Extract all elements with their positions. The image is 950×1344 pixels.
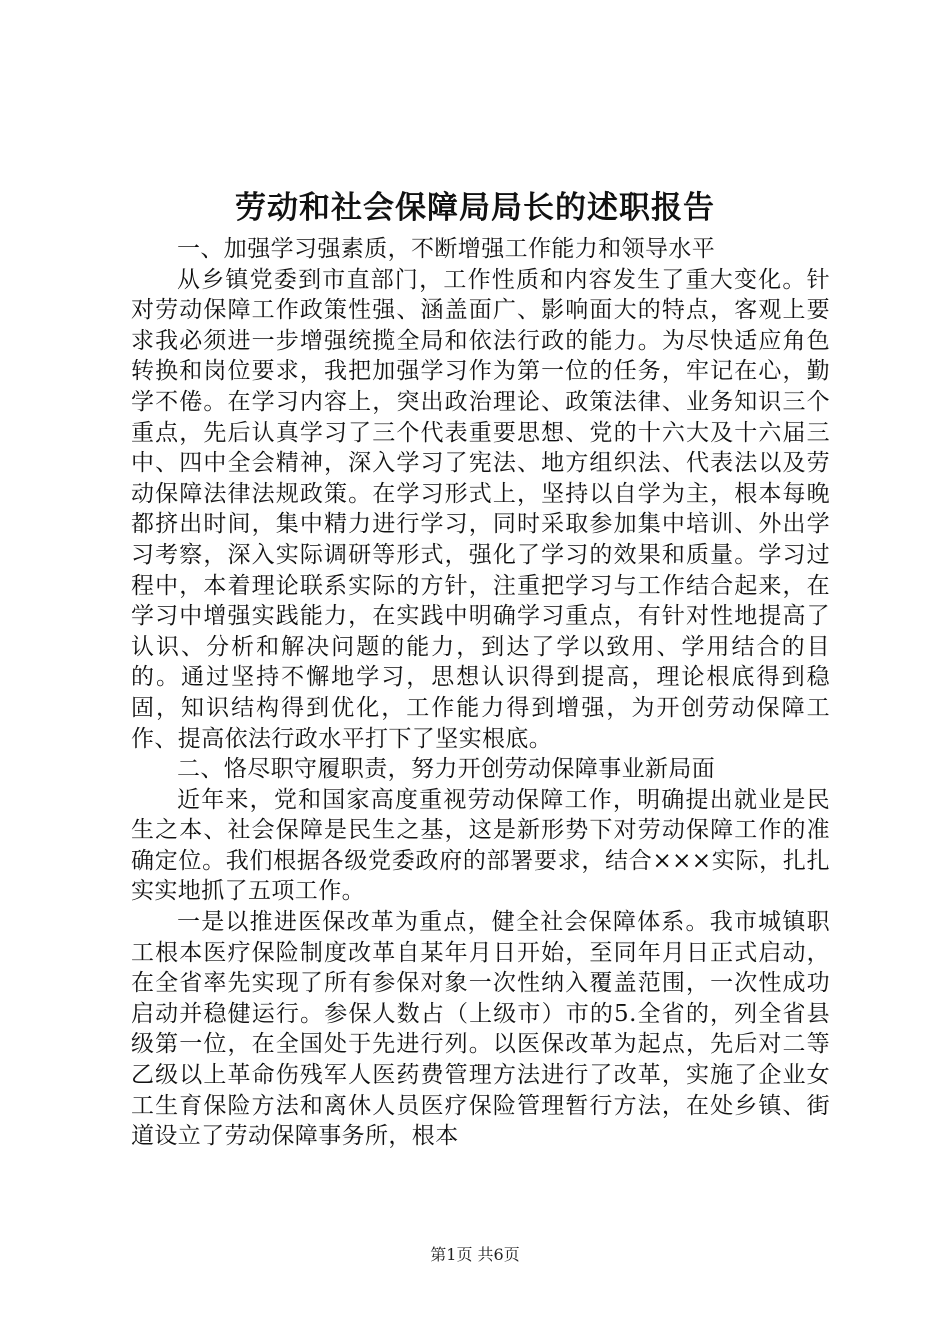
document-body (131, 234, 830, 1152)
section-heading-2: 二、恪尽职守履职责，努力开创劳动保障事业新局面 (177, 756, 716, 783)
paragraph-overview: 近年来，党和国家高度重视劳动保障工作，明确提出就业是民生之本、社会保障是民生之基，这是新形势下对劳动保障工作的准确定位。我们根据各级党委政府的部署要求，结合×××实际，扎扎实实地抓了五项工作。 (131, 786, 830, 905)
section-heading-1: 一、加强学习强素质，不断增强工作能力和领导水平 (177, 236, 716, 262)
paragraph-medical-insurance: 一是以推进医保改革为重点，健全社会保障体系。我市城镇职工根本医疗保险制度改革自某年月日开始，至同年月日正式启动，在全省率先实现了所有参保对象一次性纳入覆盖范围，一次性成功启动并稳健运行。参保人数占（上级市）市的5.全省的，列全省县级第一位，在全国处于先进行列。以医保改革为起点，先后对二等乙级以上革命伤残军人医药费管理方法进行了改革，实施了企业女工生育保险方法和离休人员医疗保险管理暂行方法，在处乡镇、街道设立了劳动保障事务所，根本 (131, 909, 830, 1150)
paragraph-study: 从乡镇党委到市直部门，工作性质和内容发生了重大变化。针对劳动保障工作政策性强、涵盖面广、影响面大的特点，客观上要求我必须进一步增强统揽全局和依法行政的能力。为尽快适应角色转换和岗位要求，我把加强学习作为第一位的任务，牢记在心，勤学不倦。在学习内容上，突出政治理论、政策法律、业务知识三个重点，先后认真学习了三个代表重要思想、党的十六大及十六届三中、四中全会精神，深入学习了宪法、地方组织法、代表法以及劳动保障法律法规政策。在学习形式上，坚持以自学为主，根本每晚都挤出时间，集中精力进行学习，同时采取参加集中培训、外出学习考察，深入实际调研等形式，强化了学习的效果和质量。学习过程中，本着理论联系实际的方针，注重把学习与工作结合起来，在学习中增强实践能力，在实践中明确学习重点，有针对性地提高了认识、分析和解决问题的能力，到达了学以致用、学用结合的目的。通过坚持不懈地学习，思想认识得到提高，理论根底得到稳固，知识结构得到优化，工作能力得到增强，为开创劳动保障工作、提高依法行政水平打下了坚实根底。 (131, 266, 830, 752)
page-footer: 第1页 共6页 (430, 1245, 520, 1264)
document-title: 劳动和社会保障局局长的述职报告 (235, 190, 715, 226)
